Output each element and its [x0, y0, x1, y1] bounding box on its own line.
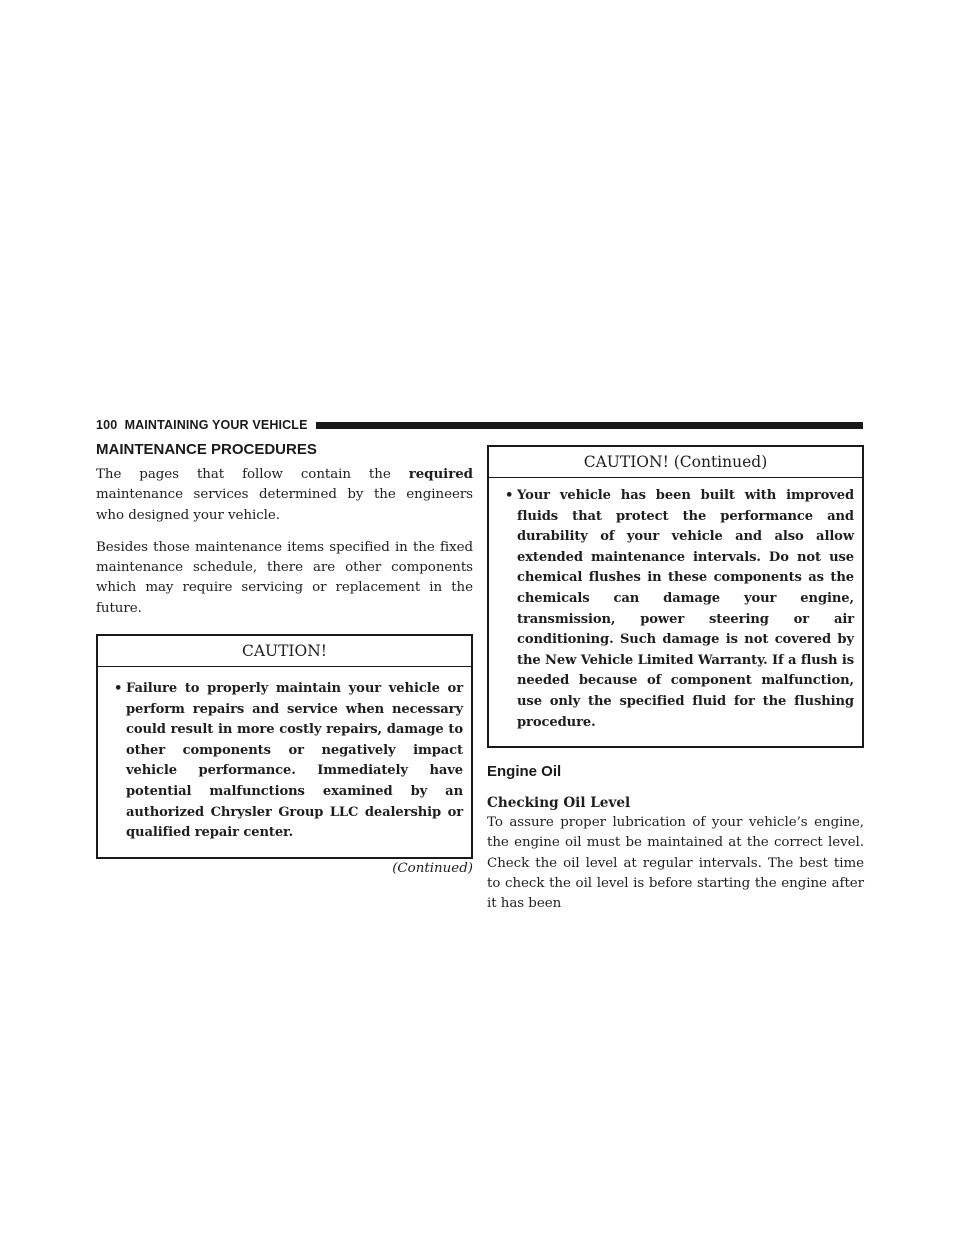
header-rule: [316, 422, 863, 429]
engine-oil-heading: Engine Oil: [487, 763, 562, 781]
checking-oil-paragraph: To assure proper lubrication of your vehicle’s engine, the engine oil must be maintained at the correct level. Check the oil level at regular intervals. The best time to check the oil level is before starting the engine after it has been: [487, 815, 864, 912]
header-text: [96, 418, 308, 432]
components-paragraph: Besides those maintenance items specified in the fixed maintenance schedule, there are other components which may require servicing or replacement in the future.: [96, 539, 473, 616]
section-name: MAINTAINING YOUR VEHICLE: [124, 418, 308, 432]
bullet-mark: •: [505, 488, 514, 503]
left-column: [96, 441, 473, 879]
caution-continued-body: [489, 478, 862, 746]
caution-continued-bullet-item: [505, 486, 854, 733]
caution-continued-title: CAUTION! (Continued): [489, 447, 862, 478]
section-title: MAINTENANCE PROCEDURES: [96, 441, 317, 458]
caution-continued-text: Your vehicle has been built with improved fluids that protect the performance and durability of your vehicle and also allow extended maintenance intervals. Do not use chemical flushes in these components as the chemicals can damage your engine, transmission, power steering or air conditioning. Such damage is not covered by the New Vehicle Limited Warranty. If a flush is needed because of component malfunction, use only the specified fluid for the flushing procedure.: [517, 488, 855, 730]
caution-continued-box: [487, 445, 864, 748]
caution-box: [96, 634, 473, 859]
page-header: [96, 417, 863, 435]
bullet-mark: •: [114, 681, 123, 697]
intro-paragraph: [96, 464, 473, 526]
caution-body: [98, 667, 471, 857]
page-number: 100: [96, 418, 118, 432]
caution-title: CAUTION!: [98, 636, 471, 667]
caution-bullet-item: [114, 679, 463, 844]
caution-text: Failure to properly maintain your vehicle or perform repairs and service when necessary could result in more costly repairs, damage to other components or negatively impact vehicle performance. Immediately have potential malfunctions examined by an authorized Chrysler Group LLC dealership or qualified repair center.: [126, 681, 463, 841]
intro-text-start: The pages that follow contain the: [96, 467, 409, 482]
right-column: [487, 441, 864, 927]
intro-emphasis: required: [408, 466, 473, 482]
checking-oil-level-heading: Checking Oil Level: [487, 795, 631, 812]
intro-text-end: maintenance services determined by the engineers who designed your vehicle.: [96, 487, 473, 523]
continued-label: (Continued): [392, 860, 473, 876]
